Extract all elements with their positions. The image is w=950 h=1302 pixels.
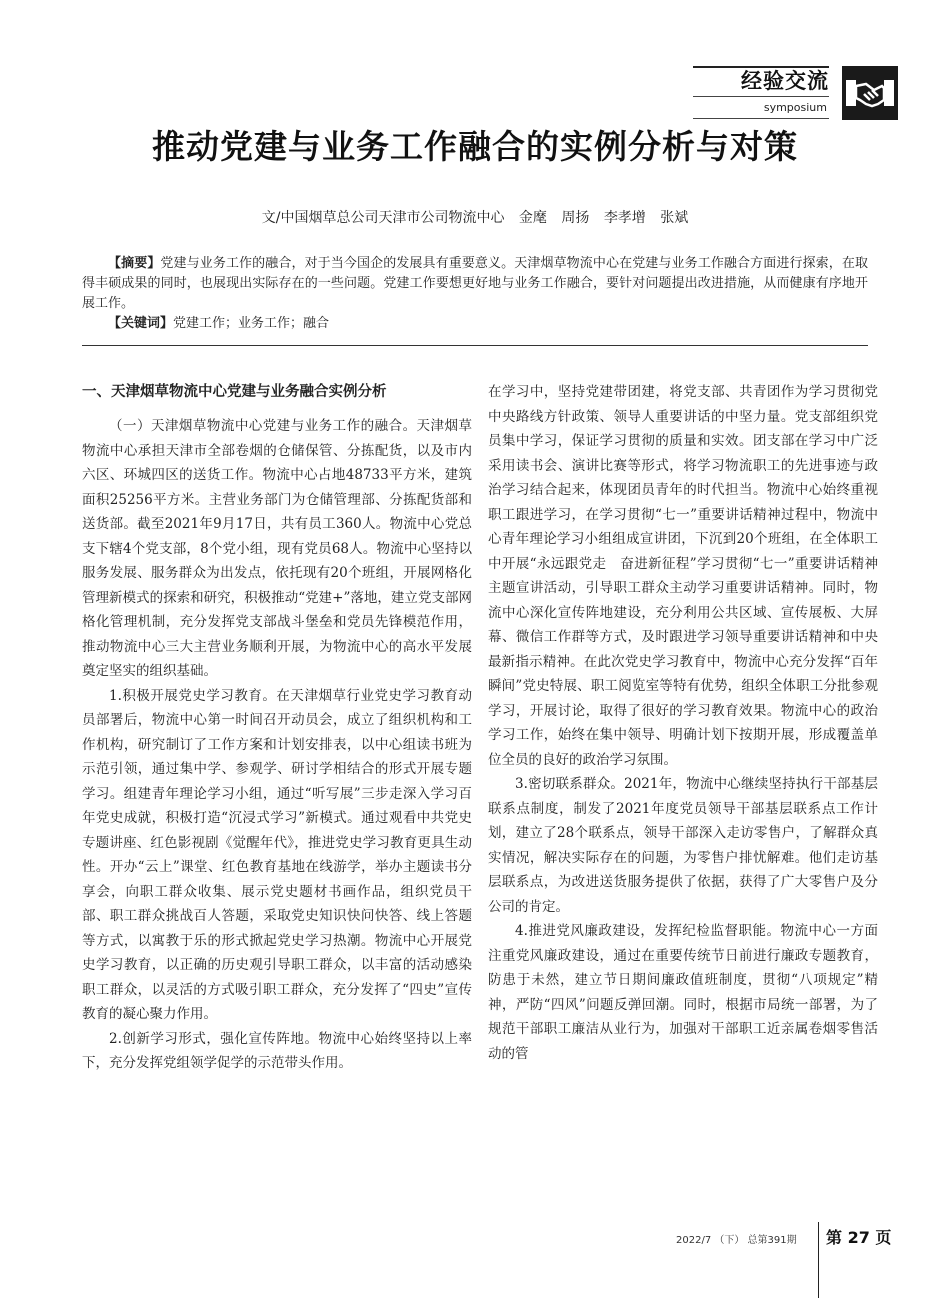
abstract-text: 党建与业务工作的融合，对于当今国企的发展具有重要意义。天津烟草物流中心在党建与业务工作融合方面进行探索，在取得丰硕成果的同时，也展现出实际存在的一些问题。党建工作要想更好地与业务工作融合，要针对问题提出改进措施，从而健康有序地开展工作。 [82, 256, 868, 311]
byline [0, 208, 950, 228]
section-title: 经验交流 [741, 68, 829, 93]
handshake-icon [842, 66, 898, 120]
header-rule-bottom [693, 118, 829, 119]
header-rule-mid [693, 96, 829, 97]
abstract [82, 254, 868, 314]
paragraph: 1.积极开展党史学习教育。在天津烟草行业党史学习教育动员部署后，物流中心第一时间召开动员会，成立了组织机构和工作机构，研究制订了工作方案和计划安排表，以中心组读书班为示范引领，通过集中学、参观学、研讨学相结合的形式开展专题学习。组建青年理论学习小组，通过“听写展”三步走深入学习百年党史成就，积极打造“沉浸式学习”新模式。通过观看中共党史专题讲座、红色影视剧《觉醒年代》，推进党史学习教育更具生动性。开办“云上”课堂、红色教育基地在线游学，举办主题读书分享会，向职工群众收集、展示党史题材书画作品，组织党员干部、职工群众挑战百人答题，采取党史知识快问快答、线上答题等方式，以寓教于乐的形式掀起党史学习热潮。物流中心开展党史学习教育，以正确的历史观引导职工群众，以丰富的活动感染职工群众，以灵活的方式吸引职工群众，充分发挥了“四史”宣传教育的凝心聚力作用。 [82, 687, 472, 1022]
keywords-text: 党建工作；业务工作；融合 [173, 316, 330, 331]
column-right [488, 380, 878, 1066]
footer-divider [818, 1222, 819, 1298]
paragraph: 3.密切联系群众。2021年，物流中心继续坚持执行干部基层联系点制度，制发了2021年度党员领导干部基层联系点工作计划，建立了28个联系点，领导干部深入走访零售户，了解群众真实情况，解决实际存在的问题，为零售户排忧解难。他们走访基层联系点，为改进送货服务提供了依据，获得了广大零售户及分公司的肯定。 [488, 776, 878, 915]
author-name: 周扬 [561, 210, 590, 226]
column-left [82, 380, 472, 1076]
article-title: 推动党建与业务工作融合的实例分析与对策 [152, 127, 798, 166]
abstract-divider [82, 345, 868, 346]
author-name: 张斌 [660, 210, 689, 226]
paragraph: （一）天津烟草物流中心党建与业务工作的融合。天津烟草物流中心承担天津市全部卷烟的仓储保管、分拣配货，以及市内六区、环城四区的送货工作。物流中心占地48733平方米，建筑面积25256平方米。主营业务部门为仓储管理部、分拣配货部和送货部。截至2021年9月17日，共有员工360人。物流中心党总支下辖4个党支部，8个党小组，现有党员68人。物流中心坚持以服务发展、服务群众为出发点，依托现有20个班组，开展网格化管理新模式的探索和研究，积极推动“党建+”落地，建立党支部网格化管理机制，充分发挥党支部战斗堡垒和党员先锋模范作用，推动物流中心三大主营业务顺利开展，为物流中心的高水平发展奠定坚实的组织基础。 [82, 418, 472, 679]
author-name: 金麾 [518, 210, 547, 226]
page-number: 第 27 页 [826, 1228, 892, 1247]
abstract-label: 【摘要】 [108, 256, 161, 271]
paragraph: 4.推进党风廉政建设，发挥纪检监督职能。物流中心一方面注重党风廉政建设，通过在重要传统节日前进行廉政专题教育，防患于未然，建立节日期间廉政值班制度，贯彻“八项规定”精神，严防“四风”问题反弹回潮。同时，根据市局统一部署，为了规范干部职工廉洁从业行为，加强对干部职工近亲属卷烟零售活动的管 [488, 923, 878, 1062]
paragraph: 2.创新学习形式，强化宣传阵地。物流中心始终坚持以上率下，充分发挥党组领学促学的示范带头作用。 [82, 1030, 472, 1071]
section-heading: 一、天津烟草物流中心党建与业务融合实例分析 [82, 384, 387, 400]
section-subtitle: symposium [763, 101, 827, 114]
keywords [82, 314, 868, 334]
paragraph: 在学习中，坚持党建带团建，将党支部、共青团作为学习贯彻党中央路线方针政策、领导人重要讲话的中坚力量。党支部组织党员集中学习，保证学习贯彻的质量和实效。团支部在学习中广泛采用读书会、演讲比赛等形式，将学习物流职工的先进事迹与政治学习结合起来，体现团员青年的时代担当。物流中心始终重视职工跟进学习，在学习贯彻“七一”重要讲话精神过程中，物流中心青年理论学习小组组成宣讲团，下沉到20个班组，在全体职工中开展“永远跟党走 奋进新征程”学习贯彻“七一”重要讲话精神主题宣讲活动，引导职工群众主动学习重要讲话精神。同时，物流中心深化宣传阵地建设，充分利用公共区域、宣传展板、大屏幕、微信工作群等方式，及时跟进学习领导重要讲话精神和中央最新指示精神。在此次党史学习教育中，物流中心充分发挥“百年瞬间”党史特展、职工阅览室等特有优势，组织全体职工分批参观学习，开展讨论，取得了很好的学习教育效果。物流中心的政治学习工作，始终在集中领导、明确计划下按期开展，形成覆盖单位全员的良好的政治学习氛围。 [488, 384, 878, 768]
abstract-block [82, 254, 868, 334]
author-name: 李孝增 [603, 210, 646, 226]
keywords-label: 【关键词】 [108, 316, 174, 331]
issue-info: 2022/7 （下） 总第391期 [676, 1235, 797, 1246]
author-org: 文/中国烟草总公司天津市公司物流中心 [261, 210, 505, 226]
